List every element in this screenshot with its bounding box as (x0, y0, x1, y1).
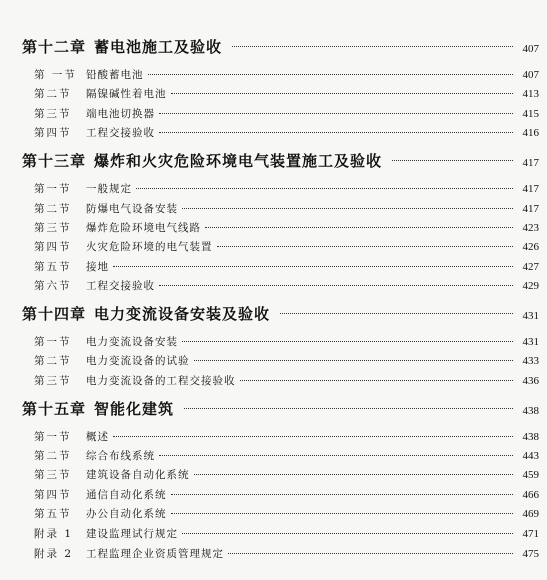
dot-leader (159, 285, 513, 286)
appendix-title: 工程监理企业资质管理规定 (86, 548, 224, 560)
section-entry (34, 487, 539, 502)
section-title: 通信自动化系统 (86, 489, 167, 501)
chapter-title: 爆炸和火灾危险环境电气装置施工及验收 (94, 152, 383, 170)
section-entry (34, 86, 539, 101)
dot-leader (171, 93, 514, 94)
dot-leader (182, 533, 513, 534)
page-number: 438 (522, 405, 539, 417)
section-title: 建筑设备自动化系统 (86, 469, 190, 481)
dot-leader (182, 208, 513, 209)
section-entry (34, 125, 539, 140)
page-number: 407 (522, 69, 539, 81)
dot-leader (113, 436, 513, 437)
section-number: 第二节 (34, 203, 72, 215)
page-number: 413 (522, 88, 539, 100)
appendix-title: 建设监理试行规定 (86, 528, 178, 540)
chapter-entry (22, 303, 539, 324)
dot-leader (113, 266, 513, 267)
section-entry (34, 448, 539, 463)
dot-leader (217, 246, 514, 247)
section-number: 第四节 (34, 489, 72, 501)
section-number: 第二节 (34, 88, 72, 100)
dot-leader (205, 227, 513, 228)
section-title: 火灾危险环境的电气装置 (86, 241, 213, 253)
section-title: 接地 (86, 261, 109, 273)
chapter-entry (22, 36, 539, 57)
section-title: 一般规定 (86, 183, 132, 195)
section-entry (34, 467, 539, 482)
section-entry (34, 259, 539, 274)
page-number: 431 (522, 310, 539, 322)
section-title: 铅酸蓄电池 (86, 69, 144, 81)
appendix-number: 附录 2 (34, 548, 74, 560)
page-number: 417 (522, 183, 539, 195)
dot-leader (148, 74, 514, 75)
section-number: 第四节 (34, 241, 72, 253)
section-number: 第五节 (34, 261, 72, 273)
section-entry (34, 353, 539, 368)
page-number: 416 (522, 127, 539, 139)
dot-leader (182, 341, 513, 342)
section-entry (34, 334, 539, 349)
section-title: 工程交接验收 (86, 127, 155, 139)
section-title: 综合布线系统 (86, 450, 155, 462)
chapter-entry (22, 398, 539, 419)
page-number: 415 (522, 108, 539, 120)
section-entry (34, 373, 539, 388)
chapter-title: 电力变流设备安装及验收 (94, 305, 271, 323)
page-number: 429 (522, 280, 539, 292)
page-number: 469 (522, 508, 539, 520)
page-number: 438 (522, 431, 539, 443)
page-number: 431 (522, 336, 539, 348)
page-number: 423 (522, 222, 539, 234)
section-number: 第六节 (34, 280, 72, 292)
dot-leader (240, 380, 514, 381)
appendix-number: 附录 1 (34, 528, 74, 540)
section-entry (34, 429, 539, 444)
section-number: 第二节 (34, 355, 72, 367)
page-number: 407 (522, 43, 539, 55)
page-number: 417 (522, 157, 539, 169)
section-entry (34, 67, 539, 82)
dot-leader (392, 160, 513, 161)
section-title: 电力变流设备安装 (86, 336, 178, 348)
section-number: 第四节 (34, 127, 72, 139)
page-number: 433 (522, 355, 539, 367)
dot-leader (280, 313, 513, 314)
dot-leader (228, 553, 513, 554)
section-title: 电力变流设备的工程交接验收 (86, 375, 236, 387)
chapter-number: 第十四章 (22, 305, 87, 323)
chapter-title: 蓄电池施工及验收 (94, 38, 223, 56)
page-number: 427 (522, 261, 539, 273)
section-entry (34, 106, 539, 121)
section-entry (34, 181, 539, 196)
section-number: 第三节 (34, 469, 72, 481)
dot-leader (159, 113, 513, 114)
section-title: 办公自动化系统 (86, 508, 167, 520)
dot-leader (232, 46, 513, 47)
chapter-title: 智能化建筑 (94, 400, 175, 418)
section-number: 第三节 (34, 222, 72, 234)
section-number: 第二节 (34, 450, 72, 462)
page-number: 443 (522, 450, 539, 462)
section-number: 第一节 (34, 431, 72, 443)
section-title: 工程交接验收 (86, 280, 155, 292)
section-entry (34, 220, 539, 235)
section-number: 第五节 (34, 508, 72, 520)
section-entry (34, 278, 539, 293)
section-number: 第 一节 (34, 69, 77, 81)
section-number: 第三节 (34, 375, 72, 387)
chapter-number: 第十二章 (22, 38, 87, 56)
dot-leader (159, 132, 513, 133)
chapter-number: 第十三章 (22, 152, 87, 170)
page-number: 436 (522, 375, 539, 387)
section-entry (34, 201, 539, 216)
dot-leader (171, 494, 514, 495)
section-title: 防爆电气设备安装 (86, 203, 178, 215)
page-number: 466 (522, 489, 539, 501)
dot-leader (184, 408, 513, 409)
chapter-entry (22, 150, 539, 171)
appendix-entry (34, 526, 539, 541)
section-number: 第三节 (34, 108, 72, 120)
dot-leader (194, 474, 514, 475)
section-title: 概述 (86, 431, 109, 443)
section-entry (34, 506, 539, 521)
dot-leader (194, 360, 514, 361)
page-number: 475 (522, 548, 539, 560)
page-number: 459 (522, 469, 539, 481)
section-entry (34, 239, 539, 254)
section-title: 隔镍碱性着电池 (86, 88, 167, 100)
dot-leader (159, 455, 513, 456)
section-number: 第一节 (34, 183, 72, 195)
appendix-entry (34, 546, 539, 561)
dot-leader (171, 513, 514, 514)
section-title: 爆炸危险环境电气线路 (86, 222, 201, 234)
dot-leader (136, 188, 513, 189)
page-number: 426 (522, 241, 539, 253)
section-number: 第一节 (34, 336, 72, 348)
section-title: 电力变流设备的试验 (86, 355, 190, 367)
page-number: 417 (522, 203, 539, 215)
chapter-number: 第十五章 (22, 400, 87, 418)
section-title: 端电池切换器 (86, 108, 155, 120)
page-number: 471 (522, 528, 539, 540)
